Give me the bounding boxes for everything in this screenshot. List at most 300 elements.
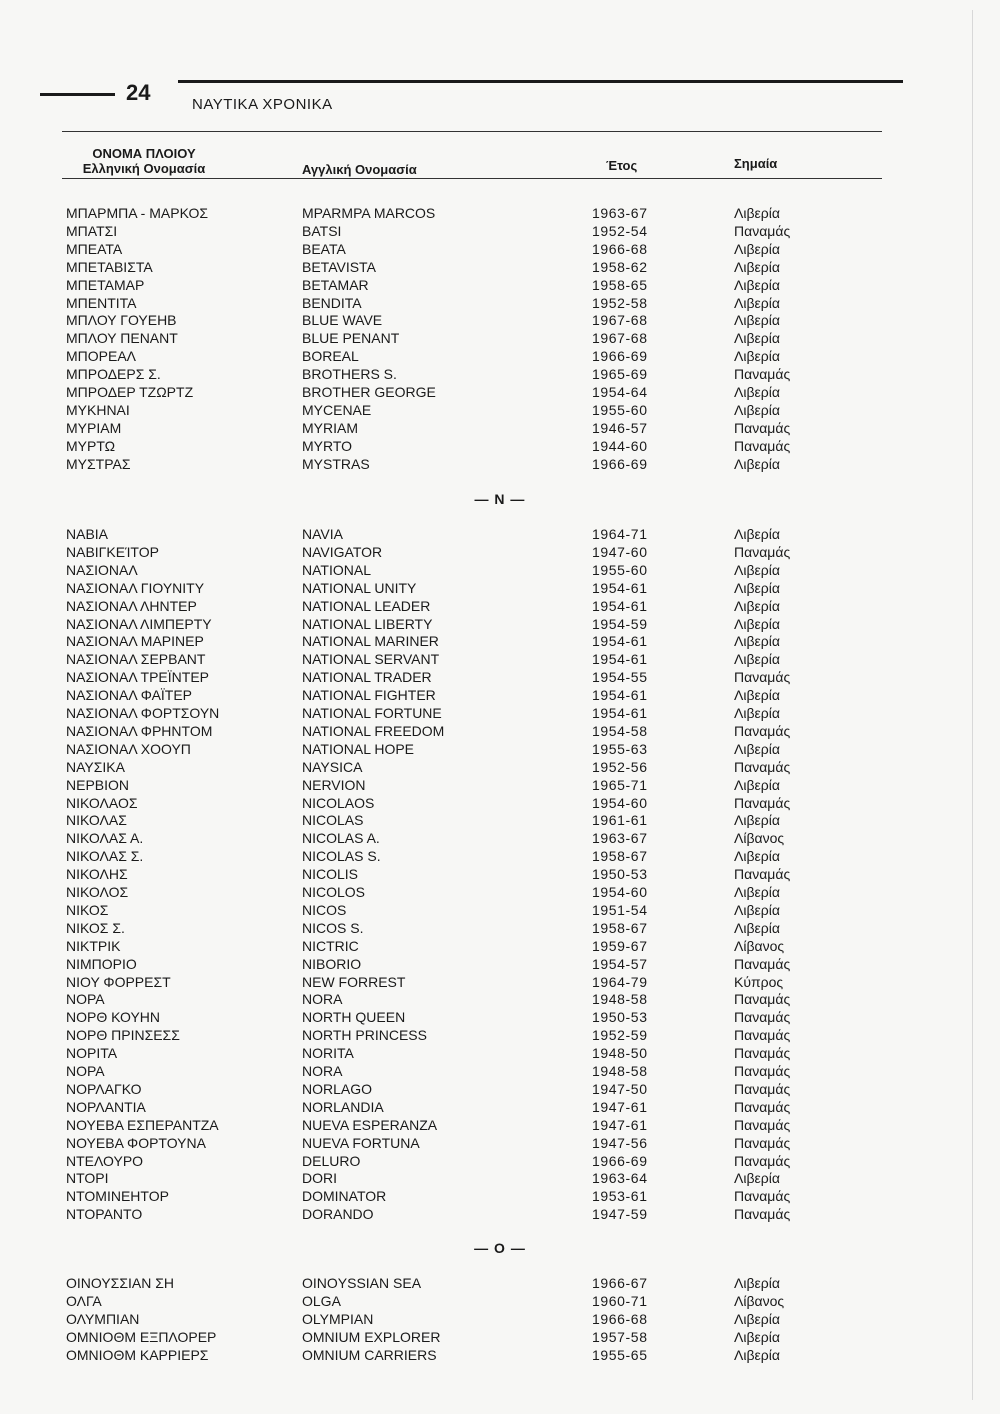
table-row <box>0 884 1000 902</box>
flag: Λιβερία <box>734 258 780 275</box>
greek-name: ΝΙΚΟΛΑΣ <box>66 812 127 829</box>
flag: Λιβερία <box>734 579 780 596</box>
greek-name: ΜΠΡΟΔΕΡ ΤΖΩΡΤΖ <box>66 384 194 400</box>
years: 1954-61 <box>592 687 648 704</box>
english-name: NATIONAL MARINER <box>302 633 439 650</box>
greek-name: ΝΙΚΟΛΑΣ Σ. <box>66 848 144 865</box>
flag: Λιβερία <box>734 384 780 400</box>
greek-name: ΜΥΡΙΑΜ <box>66 419 122 436</box>
flag: Λιβερία <box>734 776 780 793</box>
english-name: NORLANDIA <box>302 1098 384 1115</box>
flag: Λίβανος <box>734 830 785 847</box>
flag: Λιβερία <box>734 901 780 918</box>
years: 1950-53 <box>592 1009 648 1026</box>
flag: Παναμάς <box>734 794 791 811</box>
flag: Παναμάς <box>734 1009 791 1026</box>
english-name: NICOLOS <box>302 884 366 900</box>
flag: Λιβερία <box>734 633 780 650</box>
table-row <box>0 366 1000 384</box>
years: 1958-67 <box>592 919 648 936</box>
flag: Παναμάς <box>734 758 791 775</box>
table-row <box>0 705 1000 723</box>
greek-name: ΝΑΒΙΑ <box>66 526 109 542</box>
flag: Λιβερία <box>734 884 780 900</box>
years: 1967-68 <box>592 330 648 347</box>
greek-name: ΜΠΛΟΥ ΓΟΥΕΗΒ <box>66 312 177 329</box>
flag: Παναμάς <box>734 669 791 686</box>
flag: Παναμάς <box>734 722 791 739</box>
table-row <box>0 974 1000 992</box>
english-name: BOREAL <box>302 348 359 365</box>
years: 1947-61 <box>592 1098 648 1115</box>
flag: Λιβερία <box>734 812 780 829</box>
greek-name: ΝΟΡΙΤΑ <box>66 1045 118 1062</box>
table-row <box>0 812 1000 830</box>
english-name: OMNIUM EXPLORER <box>302 1328 441 1345</box>
column-header-english: Αγγλική Ονομασία <box>302 162 417 177</box>
flag: Παναμάς <box>734 991 791 1008</box>
journal-title: ΝΑΥΤΙΚΑ ΧΡΟΝΙΚΑ <box>192 96 333 113</box>
english-name: NICOLAS <box>302 812 364 829</box>
table-row <box>0 241 1000 259</box>
years: 1950-53 <box>592 866 648 883</box>
table-row <box>0 312 1000 330</box>
english-name: NATIONAL TRADER <box>302 669 432 686</box>
years: 1954-64 <box>592 384 648 400</box>
flag: Λιβερία <box>734 276 780 293</box>
greek-name: ΝΟΡΛΑΝΤΙΑ <box>66 1098 146 1115</box>
header-rule-right <box>178 80 903 83</box>
flag: Παναμάς <box>734 366 791 383</box>
years: 1954-61 <box>592 579 648 596</box>
greek-name: ΝΙΚΟΛΟΣ <box>66 884 129 900</box>
english-name: BLUE PENANT <box>302 330 400 347</box>
greek-name: ΝΟΡΘ ΠΡΙΝΣΕΣΣ <box>66 1027 180 1044</box>
english-name: OLYMPIAN <box>302 1310 374 1327</box>
years: 1952-54 <box>592 222 648 239</box>
years: 1954-60 <box>592 884 648 900</box>
greek-name: ΝΙΚΤΡΙΚ <box>66 937 121 954</box>
greek-name: ΜΠΕΤΑΜΑΡ <box>66 276 145 293</box>
english-name: NATIONAL SERVANT <box>302 651 440 668</box>
greek-name: ΝΑΥΣΙΚΑ <box>66 758 125 775</box>
flag: Παναμάς <box>734 437 791 454</box>
greek-name: ΝΟΥΕΒΑ ΕΣΠΕΡΑΝΤΖΑ <box>66 1116 219 1133</box>
english-name: BENDITA <box>302 294 362 311</box>
table-row <box>0 848 1000 866</box>
english-name: MYRTO <box>302 437 353 454</box>
flag: Λίβανος <box>734 937 785 954</box>
greek-name: ΟΛΓΑ <box>66 1292 102 1309</box>
years: 1966-67 <box>592 1275 648 1291</box>
table-row <box>0 562 1000 580</box>
table-row <box>0 651 1000 669</box>
flag: Λιβερία <box>734 240 780 257</box>
greek-name: ΝΙΚΟΛΑΣ Α. <box>66 830 144 847</box>
flag: Παναμάς <box>734 1188 791 1205</box>
english-name: BROTHERS S. <box>302 366 397 383</box>
flag: Παναμάς <box>734 543 791 560</box>
greek-name: ΝΕΡΒΙΟΝ <box>66 776 130 793</box>
section-letter: — O — <box>474 1240 526 1256</box>
english-name: NORLAGO <box>302 1080 373 1097</box>
table-row <box>0 438 1000 456</box>
section-letter: — N — <box>474 491 526 507</box>
years: 1952-56 <box>592 758 648 775</box>
years: 1954-60 <box>592 794 648 811</box>
column-header-greek <box>66 146 222 176</box>
flag: Λιβερία <box>734 561 780 578</box>
flag: Λιβερία <box>734 330 780 347</box>
flag: Παναμάς <box>734 1098 791 1115</box>
table-row <box>0 956 1000 974</box>
years: 1948-50 <box>592 1045 648 1062</box>
years: 1957-58 <box>592 1328 648 1345</box>
greek-name: ΝΙΜΠΟΡΙΟ <box>66 955 137 972</box>
years: 1955-60 <box>592 561 648 578</box>
years: 1954-61 <box>592 597 648 614</box>
english-name: NATIONAL FREEDOM <box>302 722 445 739</box>
english-name: NORTH QUEEN <box>302 1009 406 1026</box>
greek-name: ΝΙΟΥ ΦΟΡΡΕΣΤ <box>66 973 171 990</box>
table-row <box>0 1293 1000 1311</box>
table-row <box>0 526 1000 544</box>
table-row <box>0 723 1000 741</box>
english-name: NORITA <box>302 1045 354 1062</box>
greek-name: ΜΠΑΤΣΙ <box>66 222 118 239</box>
english-name: MPARMPA MARCOS <box>302 205 436 221</box>
english-name: NATIONAL UNITY <box>302 579 417 596</box>
greek-name: ΝΙΚΟΣ <box>66 901 109 918</box>
table-row <box>0 1311 1000 1329</box>
english-name: MYSTRAS <box>302 455 370 472</box>
english-name: MYRIAM <box>302 419 358 436</box>
years: 1965-71 <box>592 776 648 793</box>
greek-name: ΝΟΥΕΒΑ ΦΟΡΤΟΥΝΑ <box>66 1134 206 1151</box>
years: 1954-61 <box>592 633 648 650</box>
greek-name: ΝΑΣΙΟΝΑΛ ΧΟΟΥΠ <box>66 740 191 757</box>
english-name: NERVION <box>302 776 366 793</box>
header-rule-left <box>40 93 115 96</box>
years: 1952-58 <box>592 294 648 311</box>
flag: Παναμάς <box>734 1027 791 1044</box>
greek-name: ΝΑΣΙΟΝΑΛ ΤΡΕΪΝΤΕΡ <box>66 669 210 686</box>
english-name: NIBORIO <box>302 955 362 972</box>
years: 1958-67 <box>592 848 648 865</box>
table-row <box>0 598 1000 616</box>
years: 1967-68 <box>592 312 648 329</box>
page-edge-shadow <box>972 10 973 1400</box>
table-row <box>0 759 1000 777</box>
greek-name: ΝΑΒΙΓΚΕΊΤΟΡ <box>66 543 159 560</box>
table-row <box>0 384 1000 402</box>
flag: Παναμάς <box>734 419 791 436</box>
years: 1952-59 <box>592 1027 648 1044</box>
english-name: NATIONAL LIBERTY <box>302 615 433 632</box>
greek-name: ΜΠΛΟΥ ΠΕΝΑΝΤ <box>66 330 178 347</box>
table-row <box>0 456 1000 474</box>
english-name: OINOYSSIAN SEA <box>302 1275 422 1291</box>
years: 1954-59 <box>592 615 648 632</box>
table-row <box>0 741 1000 759</box>
flag: Λιβερία <box>734 651 780 668</box>
english-name: NICOLAS A. <box>302 830 380 847</box>
greek-name: ΝΑΣΙΟΝΑΛ ΦΑΪΤΕΡ <box>66 687 193 704</box>
page-number: 24 <box>126 80 151 105</box>
flag: Λιβερία <box>734 526 780 542</box>
years: 1947-50 <box>592 1080 648 1097</box>
table-row <box>0 1099 1000 1117</box>
table-row <box>0 616 1000 634</box>
greek-name: ΝΑΣΙΟΝΑΛ ΓΙΟΥΝΙΤΥ <box>66 579 205 596</box>
years: 1947-56 <box>592 1134 648 1151</box>
english-name: BATSI <box>302 222 342 239</box>
years: 1965-69 <box>592 366 648 383</box>
english-name: NATIONAL FORTUNE <box>302 705 442 721</box>
flag: Λιβερία <box>734 705 780 721</box>
years: 1961-61 <box>592 812 648 829</box>
table-row <box>0 223 1000 241</box>
flag: Παναμάς <box>734 1080 791 1097</box>
english-name: NATIONAL <box>302 561 371 578</box>
flag: Λιβερία <box>734 1170 780 1187</box>
flag: Λιβερία <box>734 919 780 936</box>
flag: Λιβερία <box>734 687 780 704</box>
table-row <box>0 795 1000 813</box>
english-name: BETAMAR <box>302 276 369 293</box>
flag: Παναμάς <box>734 1152 791 1169</box>
table-row <box>0 1188 1000 1206</box>
greek-name: ΝΟΡΘ ΚΟΥΗΝ <box>66 1009 161 1026</box>
flag: Λιβερία <box>734 294 780 311</box>
english-name: DORI <box>302 1170 337 1187</box>
table-row <box>0 277 1000 295</box>
english-name: BROTHER GEORGE <box>302 384 436 400</box>
greek-name: ΟΜΝΙΟΘΜ ΚΑΡΡΙΕΡΣ <box>66 1346 209 1363</box>
english-name: NEW FORREST <box>302 973 406 990</box>
years: 1954-61 <box>592 705 648 721</box>
table-row <box>0 1135 1000 1153</box>
table-row <box>0 1329 1000 1347</box>
flag: Παναμάς <box>734 955 791 972</box>
years: 1954-55 <box>592 669 648 686</box>
table-row <box>0 1045 1000 1063</box>
english-name: MYCENAE <box>302 401 372 418</box>
english-name: BLUE WAVE <box>302 312 383 329</box>
greek-name: ΝΑΣΙΟΝΑΛ ΛΙΜΠΕΡΤΥ <box>66 615 212 632</box>
greek-name: ΜΠΑΡΜΠΑ - ΜΑΡΚΟΣ <box>66 205 209 221</box>
greek-name: ΝΑΣΙΟΝΑΛ <box>66 561 138 578</box>
table-row <box>0 295 1000 313</box>
english-name: BEATA <box>302 240 346 257</box>
years: 1954-57 <box>592 955 648 972</box>
years: 1954-61 <box>592 651 648 668</box>
table-row <box>0 1153 1000 1171</box>
flag: Λιβερία <box>734 401 780 418</box>
greek-name: ΝΤΟΡΙ <box>66 1170 109 1187</box>
flag: Παναμάς <box>734 1116 791 1133</box>
years: 1953-61 <box>592 1188 648 1205</box>
greek-name: ΟΙΝΟΥΣΣΙΑΝ ΣΗ <box>66 1275 174 1291</box>
greek-name: ΝΑΣΙΟΝΑΛ ΜΑΡΙΝΕΡ <box>66 633 204 650</box>
years: 1966-69 <box>592 348 648 365</box>
flag: Λιβερία <box>734 455 780 472</box>
table-row <box>0 1027 1000 1045</box>
greek-name: ΝΑΣΙΟΝΑΛ ΦΡΗΝΤΟΜ <box>66 722 213 739</box>
flag: Λιβερία <box>734 1275 780 1291</box>
table-row <box>0 866 1000 884</box>
english-name: NORA <box>302 991 343 1008</box>
english-name: DELURO <box>302 1152 361 1169</box>
greek-name: ΜΥΡΤΩ <box>66 437 116 454</box>
flag: Λιβερία <box>734 1328 780 1345</box>
table-row <box>0 402 1000 420</box>
flag: Λιβερία <box>734 615 780 632</box>
english-name: DORANDO <box>302 1206 374 1223</box>
years: 1964-71 <box>592 526 648 542</box>
years: 1963-67 <box>592 830 648 847</box>
greek-name: ΜΠΕΑΤΑ <box>66 240 123 257</box>
column-header-greek-line1: ΟΝΟΜΑ ΠΛΟΙΟΥ <box>92 146 196 161</box>
flag: Παναμάς <box>734 1134 791 1151</box>
english-name: BETAVISTA <box>302 258 376 275</box>
flag: Παναμάς <box>734 1045 791 1062</box>
years: 1947-59 <box>592 1206 648 1223</box>
flag: Λίβανος <box>734 1292 785 1309</box>
greek-name: ΜΠΕΤΑΒΙΣΤΑ <box>66 258 153 275</box>
table-top-rule <box>62 131 882 132</box>
table-row <box>0 1170 1000 1188</box>
table-row <box>0 1081 1000 1099</box>
greek-name: ΝΤΟΜΙΝΕΗΤΟΡ <box>66 1188 169 1205</box>
years: 1948-58 <box>592 1063 648 1079</box>
greek-name: ΜΥΚΗΝΑΙ <box>66 401 130 418</box>
years: 1951-54 <box>592 901 648 918</box>
english-name: NICOLAOS <box>302 794 375 811</box>
table-row <box>0 1275 1000 1293</box>
greek-name: ΝΑΣΙΟΝΑΛ ΣΕΡΒΑΝΤ <box>66 651 206 668</box>
years: 1955-60 <box>592 401 648 418</box>
flag: Λιβερία <box>734 848 780 865</box>
years: 1947-61 <box>592 1116 648 1133</box>
flag: Κύπρος <box>734 973 784 990</box>
years: 1963-64 <box>592 1170 648 1187</box>
table-row <box>0 830 1000 848</box>
years: 1966-69 <box>592 455 648 472</box>
table-row <box>0 1347 1000 1365</box>
years: 1955-63 <box>592 740 648 757</box>
table-row <box>0 1063 1000 1081</box>
english-name: NICOS S. <box>302 919 364 936</box>
greek-name: ΝΤΕΛΟΥΡΟ <box>66 1152 144 1169</box>
flag: Παναμάς <box>734 1206 791 1223</box>
years: 1964-79 <box>592 973 648 990</box>
table-row <box>0 544 1000 562</box>
greek-name: ΝΤΟΡΑΝΤΟ <box>66 1206 143 1223</box>
column-header-flag: Σημαία <box>734 156 778 171</box>
table-row <box>0 259 1000 277</box>
greek-name: ΝΙΚΟΛΗΣ <box>66 866 128 883</box>
english-name: DOMINATOR <box>302 1188 387 1205</box>
flag: Λιβερία <box>734 312 780 329</box>
table-row <box>0 902 1000 920</box>
flag: Λιβερία <box>734 597 780 614</box>
years: 1947-60 <box>592 543 648 560</box>
greek-name: ΟΛΥΜΠΙΑΝ <box>66 1310 140 1327</box>
english-name: NUEVA FORTUNA <box>302 1134 420 1151</box>
years: 1958-62 <box>592 258 648 275</box>
table-row <box>0 991 1000 1009</box>
years: 1966-68 <box>592 1310 648 1327</box>
greek-name: ΝΟΡΑ <box>66 1063 105 1079</box>
flag: Λιβερία <box>734 1310 780 1327</box>
table-row <box>0 330 1000 348</box>
years: 1946-57 <box>592 419 648 436</box>
table-row <box>0 420 1000 438</box>
table-row <box>0 205 1000 223</box>
column-header-greek-line2: Ελληνική Ονομασία <box>82 161 206 176</box>
flag: Λιβερία <box>734 205 780 221</box>
years: 1944-60 <box>592 437 648 454</box>
table-row <box>0 580 1000 598</box>
greek-name: ΝΑΣΙΟΝΑΛ ΛΗΝΤΕΡ <box>66 597 197 614</box>
table-row <box>0 777 1000 795</box>
english-name: NICOLAS S. <box>302 848 381 865</box>
years: 1958-65 <box>592 276 648 293</box>
years: 1948-58 <box>592 991 648 1008</box>
greek-name: ΜΠΕΝΤΙΤΑ <box>66 294 137 311</box>
english-name: NORA <box>302 1063 343 1079</box>
years: 1960-71 <box>592 1292 648 1309</box>
english-name: NICOS <box>302 901 347 918</box>
table-row <box>0 938 1000 956</box>
table-row <box>0 1009 1000 1027</box>
english-name: NATIONAL LEADER <box>302 597 431 614</box>
years: 1959-67 <box>592 937 648 954</box>
greek-name: ΜΠΟΡΕΑΛ <box>66 348 137 365</box>
english-name: NUEVA ESPERANZA <box>302 1116 438 1133</box>
table-row <box>0 1206 1000 1224</box>
english-name: NICTRIC <box>302 937 359 954</box>
english-name: NAYSICA <box>302 758 363 775</box>
years: 1966-69 <box>592 1152 648 1169</box>
english-name: NICOLIS <box>302 866 359 883</box>
years: 1954-58 <box>592 722 648 739</box>
greek-name: ΜΥΣΤΡΑΣ <box>66 455 131 472</box>
greek-name: ΝΙΚΟΣ Σ. <box>66 919 125 936</box>
table-row <box>0 687 1000 705</box>
english-name: NATIONAL FIGHTER <box>302 687 436 704</box>
years: 1963-67 <box>592 205 648 221</box>
english-name: NORTH PRINCESS <box>302 1027 427 1044</box>
table-row <box>0 1117 1000 1135</box>
greek-name: ΝΙΚΟΛΑΟΣ <box>66 794 138 811</box>
flag: Λιβερία <box>734 348 780 365</box>
table-row <box>0 920 1000 938</box>
flag: Λιβερία <box>734 740 780 757</box>
greek-name: ΝΑΣΙΟΝΑΛ ΦΟΡΤΣΟΥΝ <box>66 705 220 721</box>
table-row <box>0 348 1000 366</box>
greek-name: ΝΟΡΑ <box>66 991 105 1008</box>
table-row <box>0 669 1000 687</box>
table-header-rule <box>62 178 882 179</box>
english-name: OLGA <box>302 1292 341 1309</box>
column-header-years: Έτος <box>606 158 638 173</box>
table-row <box>0 633 1000 651</box>
flag: Παναμάς <box>734 1063 791 1079</box>
english-name: OMNIUM CARRIERS <box>302 1346 437 1363</box>
years: 1955-65 <box>592 1346 648 1363</box>
